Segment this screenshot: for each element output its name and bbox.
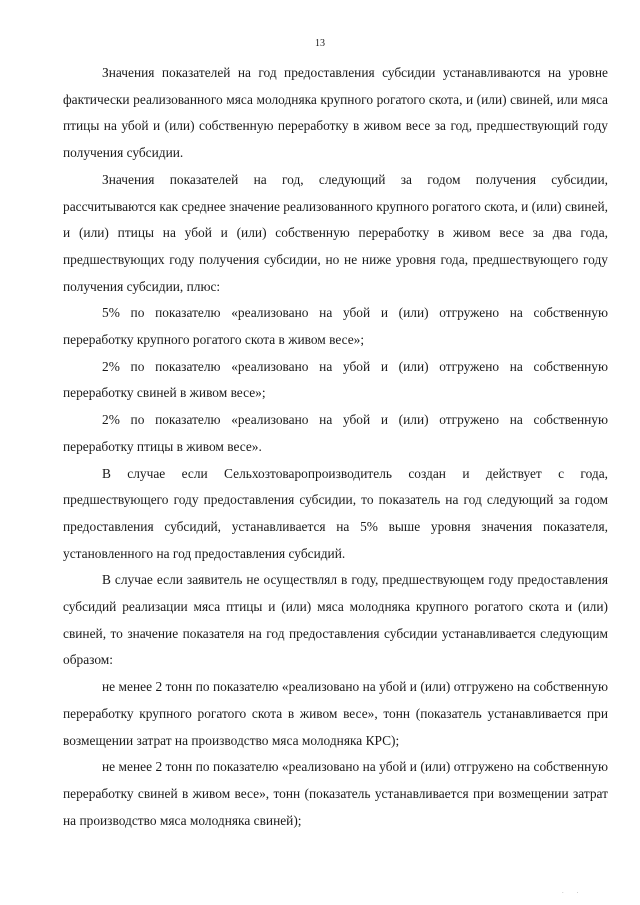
paragraph-5: 2% по показателю «реализовано на убой и (или) отгружено на собственную переработку птицы в живом весе». [63, 412, 608, 454]
paragraph-4: 2% по показателю «реализовано на убой и (или) отгружено на собственную переработку свиней в живом весе»; [63, 358, 608, 401]
paragraph-3: 5% по показателю «реализовано на убой и (или) отгружено на собственную переработку крупного рогатого скота в живом весе»; [63, 305, 608, 348]
scan-mark: . . [562, 890, 584, 895]
paragraph-8: не менее 2 тонн по показателю «реализовано на убой и (или) отгружено на собственную переработку крупного рогатого скота в живом весе», тонн (показатель устанавливается при возмещении затрат на производство мяса молодняка КРС); [63, 679, 608, 748]
body-text [63, 60, 608, 834]
paragraph-9: не менее 2 тонн по показателю «реализовано на убой и (или) отгружено на собственную переработку свиней в живом весе», тонн (показатель устанавливается при возмещении затрат на производство мяса молодняка свиней); [63, 759, 608, 828]
paragraph-7: В случае если заявитель не осуществлял в году, предшествующем году предоставления субсидий реализации мяса птицы и (или) мяса молодняка крупного рогатого скота и (или) свиней, то значение показателя на год предоставления субсидии устанавливается следующим образом: [63, 572, 608, 668]
paragraph-6: В случае если Сельхозтоваропроизводитель создан и действует с года, предшествующего году предоставления субсидии, то показатель на год следующий за годом предоставления субсидий, устанавливается на 5% выше уровня значения показателя, установленного на год предоставления субсидий. [63, 465, 608, 561]
paragraph-2: Значения показателей на год, следующий за годом получения субсидии, рассчитываются как среднее значение реализованного крупного рогатого скота, и (или) свиней, и (или) птицы на убой и (или) собственную переработку в живом весе за два года, предшествующих году получения субсидии, но не ниже уровня года, предшествующего году получения субсидии, плюс: [63, 171, 608, 294]
page-number: 13 [315, 38, 325, 49]
paragraph-1: Значения показателей на год предоставления субсидии устанавливаются на уровне фактически реализованного мяса молодняка крупного рогатого скота, и (или) свиней, или мяса птицы на убой и (или) собственную переработку в живом весе за год, предшествующий году получения субсидии. [63, 65, 608, 161]
